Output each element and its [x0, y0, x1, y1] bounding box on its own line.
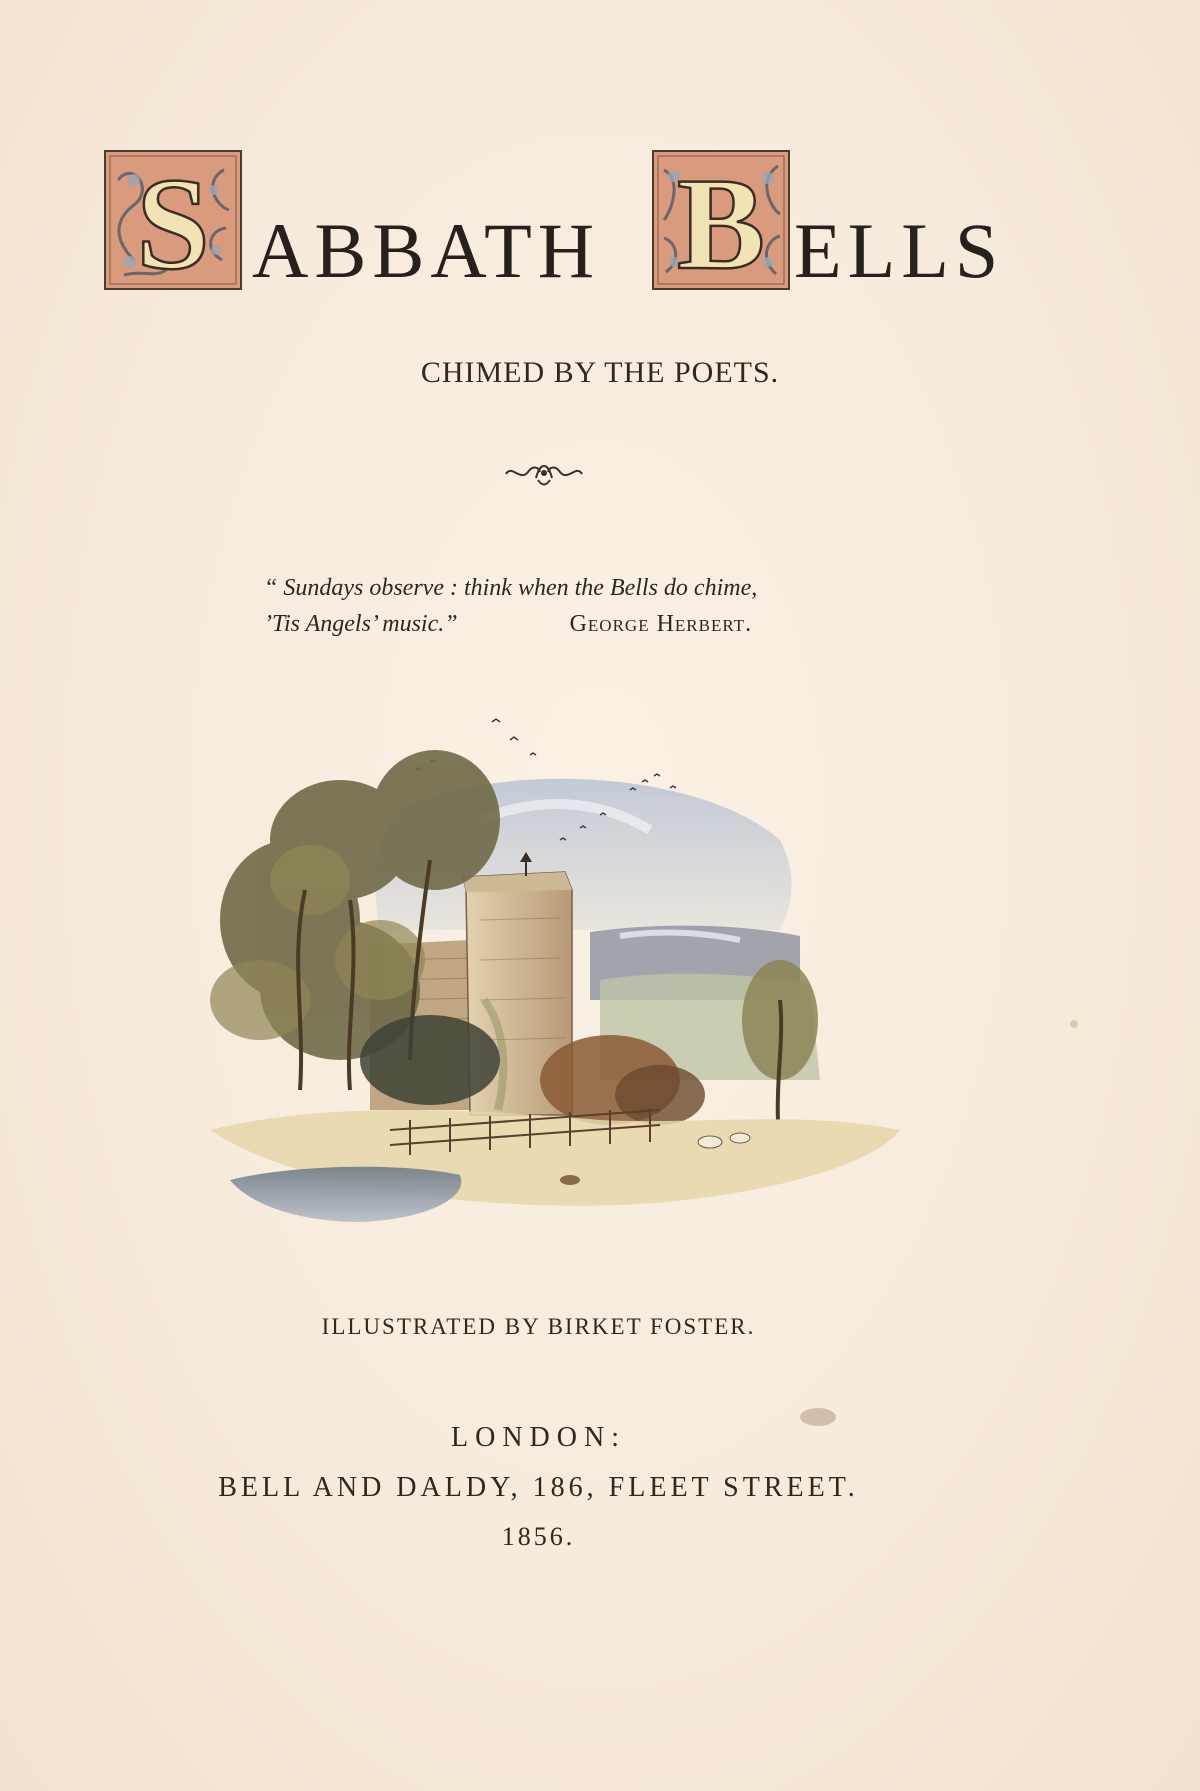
title-word-ells: ELLS — [794, 207, 1005, 294]
illuminated-initial-s — [104, 150, 242, 290]
fleuron-ornament-icon — [502, 458, 586, 488]
illustrator-credit: ILLUSTRATED BY BIRKET FOSTER. — [321, 1314, 756, 1339]
svg-text:S: S — [136, 150, 210, 290]
imprint-year: 1856. — [501, 1522, 576, 1551]
illuminated-initial-s-icon — [104, 150, 242, 290]
church-vignette-illustration — [180, 700, 920, 1240]
church-landscape-icon — [180, 700, 920, 1240]
epigraph-author: George Herbert. — [569, 611, 753, 637]
subtitle: CHIMED BY THE POETS. — [420, 356, 780, 389]
paper-stain — [1070, 1020, 1078, 1028]
imprint-publisher: BELL AND DALDY, 186, FLEET STREET. — [218, 1472, 859, 1503]
illuminated-initial-b — [652, 150, 790, 290]
svg-text:B: B — [676, 150, 766, 290]
epigraph-line-2 — [264, 606, 964, 642]
book-title — [100, 150, 1005, 300]
epigraph-line-2-text: ’Tis Angels’ music.” — [264, 611, 458, 637]
imprint-city: LONDON: — [451, 1422, 626, 1453]
epigraph-line-1: “ Sundays observe : think when the Bells do chime, — [264, 575, 758, 601]
illuminated-initial-b-icon — [652, 150, 790, 290]
epigraph — [264, 570, 964, 642]
title-word-abbath: ABBATH — [252, 207, 601, 294]
